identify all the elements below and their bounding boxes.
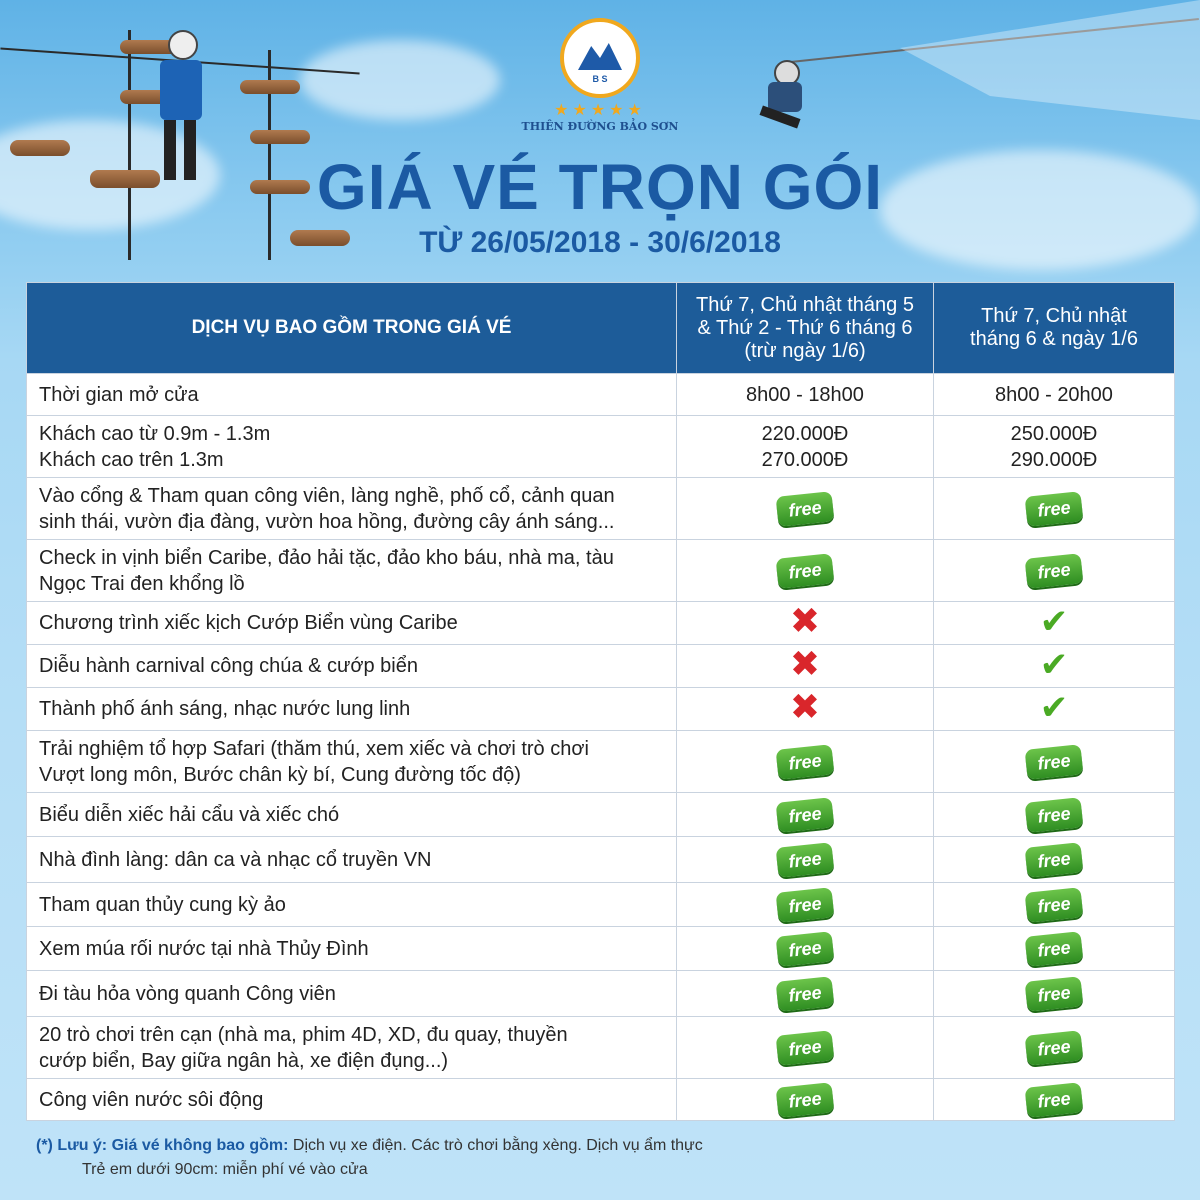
zipline-illustration [720, 0, 1200, 150]
free-badge-icon: free [1025, 491, 1084, 527]
check-icon: ✔ [1039, 645, 1069, 684]
price-table [26, 282, 1175, 1121]
table-row [27, 971, 1175, 1017]
service-cell [27, 971, 677, 1017]
service-label: Nhà đình làng: dân ca và nhạc cổ truyền VN [39, 848, 432, 871]
free-badge-icon: free [1025, 931, 1084, 967]
service-cell [27, 602, 677, 645]
service-cell [27, 793, 677, 837]
service-label: Đi tàu hỏa vòng quanh Công viên [39, 982, 336, 1005]
logo-badge [560, 18, 640, 98]
cell-value: 290.000Đ [1010, 448, 1098, 471]
free-badge-icon: free [1025, 1030, 1084, 1066]
price-cell-c2 [934, 374, 1175, 416]
price-cell-c1 [677, 478, 934, 540]
price-cell-c2 [934, 540, 1175, 602]
price-cell-c1 [677, 688, 934, 731]
price-cell-c2 [934, 1079, 1175, 1121]
service-label: Khách cao trên 1.3m [39, 448, 224, 471]
brand-logo [521, 18, 679, 133]
free-badge-icon: free [776, 976, 835, 1012]
price-cell-c2 [934, 416, 1175, 478]
free-badge-icon: free [1025, 553, 1084, 589]
service-cell [27, 645, 677, 688]
price-cell-c1 [677, 837, 934, 883]
free-badge-icon: free [1025, 744, 1084, 780]
header-line: Thứ 7, Chủ nhật tháng 5 [696, 293, 914, 316]
brand-name: THIÊN ĐƯỜNG BẢO SƠN [521, 120, 679, 133]
cell-value: 220.000Đ [761, 422, 849, 445]
header-col2 [934, 283, 1175, 374]
price-cell-c1 [677, 602, 934, 645]
service-cell [27, 416, 677, 478]
service-cell [27, 883, 677, 927]
check-icon: ✔ [1039, 602, 1069, 641]
service-cell [27, 478, 677, 540]
free-badge-icon: free [776, 842, 835, 878]
free-badge-icon: free [776, 931, 835, 967]
table-row [27, 793, 1175, 837]
price-cell-c2 [934, 1017, 1175, 1079]
service-label: Biểu diễn xiếc hải cẩu và xiếc chó [39, 803, 340, 826]
free-badge-icon: free [776, 1082, 835, 1118]
service-label: Xem múa rối nước tại nhà Thủy Đình [39, 937, 369, 960]
table-row [27, 927, 1175, 971]
cell-value: 8h00 - 20h00 [995, 383, 1113, 406]
table-row [27, 883, 1175, 927]
price-cell-c2 [934, 837, 1175, 883]
price-cell-c1 [677, 731, 934, 793]
table-row [27, 731, 1175, 793]
cross-icon: ✖ [789, 686, 821, 727]
free-badge-icon: free [1025, 887, 1084, 923]
price-cell-c1 [677, 927, 934, 971]
price-cell-c2 [934, 645, 1175, 688]
service-label: Thành phố ánh sáng, nhạc nước lung linh [39, 698, 411, 720]
service-label: Chương trình xiếc kịch Cướp Biển vùng Caribe [39, 612, 458, 634]
cell-value: 8h00 - 18h00 [746, 383, 864, 406]
service-cell [27, 1017, 677, 1079]
table-row [27, 645, 1175, 688]
price-cell-c2 [934, 478, 1175, 540]
logo-letters: B S [592, 74, 608, 84]
service-label: Ngọc Trai đen khổng lồ [39, 572, 245, 595]
table-row [27, 540, 1175, 602]
price-cell-c2 [934, 731, 1175, 793]
service-cell [27, 927, 677, 971]
price-cell-c1 [677, 971, 934, 1017]
price-cell-c1 [677, 540, 934, 602]
price-cell-c1 [677, 1017, 934, 1079]
service-cell [27, 540, 677, 602]
price-cell-c2 [934, 602, 1175, 645]
note-line2: Trẻ em dưới 90cm: miễn phí vé vào cửa [82, 1161, 368, 1178]
free-badge-icon: free [776, 1030, 835, 1066]
service-cell [27, 374, 677, 416]
price-cell-c1 [677, 374, 934, 416]
page-title: GIÁ VÉ TRỌN GÓI [316, 151, 884, 223]
cross-icon: ✖ [789, 643, 821, 684]
service-cell [27, 731, 677, 793]
header-service: DỊCH VỤ BAO GỒM TRONG GIÁ VÉ [27, 283, 677, 374]
note-prefix: (*) Lưu ý: Giá vé không bao gồm: [36, 1137, 289, 1154]
service-label: Check in vịnh biển Caribe, đảo hải tặc, đảo kho báu, nhà ma, tàu [39, 546, 614, 569]
free-badge-icon: free [776, 553, 835, 589]
service-label: 20 trò chơi trên cạn (nhà ma, phim 4D, XD, đu quay, thuyền [39, 1023, 568, 1046]
service-label: Diễu hành carnival công chúa & cướp biển [39, 655, 418, 677]
header-col1 [677, 283, 934, 374]
price-cell-c1 [677, 416, 934, 478]
cross-icon: ✖ [789, 600, 821, 641]
free-badge-icon: free [1025, 976, 1084, 1012]
footnote [36, 1134, 703, 1182]
page-subtitle: TỪ 26/05/2018 - 30/6/2018 [419, 226, 781, 259]
price-cell-c1 [677, 645, 934, 688]
service-cell [27, 688, 677, 731]
free-badge-icon: free [776, 887, 835, 923]
zipline-rider [760, 60, 810, 130]
check-icon: ✔ [1039, 688, 1069, 727]
price-cell-c2 [934, 883, 1175, 927]
star-rating: ★★★★★ [554, 102, 646, 119]
cell-value: 270.000Đ [761, 448, 849, 471]
header-line: tháng 6 & ngày 1/6 [970, 328, 1138, 350]
note-line1: Dịch vụ xe điện. Các trò chơi bằng xèng. Dịch vụ ẩm thực [288, 1137, 703, 1154]
service-label: Khách cao từ 0.9m - 1.3m [39, 422, 271, 445]
table-row [27, 374, 1175, 416]
free-badge-icon: free [776, 797, 835, 833]
price-cell-c1 [677, 793, 934, 837]
service-label: Thời gian mở cửa [39, 383, 199, 406]
service-label: Công viên nước sôi động [39, 1088, 264, 1111]
service-label: Tham quan thủy cung kỳ ảo [39, 893, 286, 916]
service-label: Vào cổng & Tham quan công viên, làng nghề, phố cổ, cảnh quan [39, 484, 615, 507]
table-row [27, 478, 1175, 540]
service-label: Trải nghiệm tổ hợp Safari (thăm thú, xem xiếc và chơi trò chơi [39, 737, 589, 760]
table-row [27, 416, 1175, 478]
price-cell-c2 [934, 971, 1175, 1017]
free-badge-icon: free [1025, 842, 1084, 878]
service-cell [27, 1079, 677, 1121]
free-badge-icon: free [776, 491, 835, 527]
service-label: sinh thái, vườn địa đàng, vườn hoa hồng, đường cây ánh sáng... [39, 510, 615, 533]
header-line: & Thứ 2 - Thứ 6 tháng 6 [697, 316, 913, 339]
free-badge-icon: free [776, 744, 835, 780]
service-label: cướp biển, Bay giữa ngân hà, xe điện đụng...) [39, 1049, 449, 1072]
service-cell [27, 837, 677, 883]
table-row [27, 837, 1175, 883]
table-row [27, 1079, 1175, 1121]
price-cell-c2 [934, 927, 1175, 971]
header-line: (trừ ngày 1/6) [744, 339, 866, 362]
service-label: Vượt long môn, Bước chân kỳ bí, Cung đường tốc độ) [39, 763, 521, 786]
free-badge-icon: free [1025, 797, 1084, 833]
free-badge-icon: free [1025, 1082, 1084, 1118]
table-row [27, 602, 1175, 645]
price-cell-c2 [934, 688, 1175, 731]
table-row [27, 1017, 1175, 1079]
cell-value: 250.000Đ [1010, 422, 1098, 445]
table-header-row [27, 283, 1175, 374]
price-cell-c1 [677, 883, 934, 927]
header-line: Thứ 7, Chủ nhật [981, 305, 1127, 327]
table-row [27, 688, 1175, 731]
price-cell-c2 [934, 793, 1175, 837]
price-cell-c1 [677, 1079, 934, 1121]
